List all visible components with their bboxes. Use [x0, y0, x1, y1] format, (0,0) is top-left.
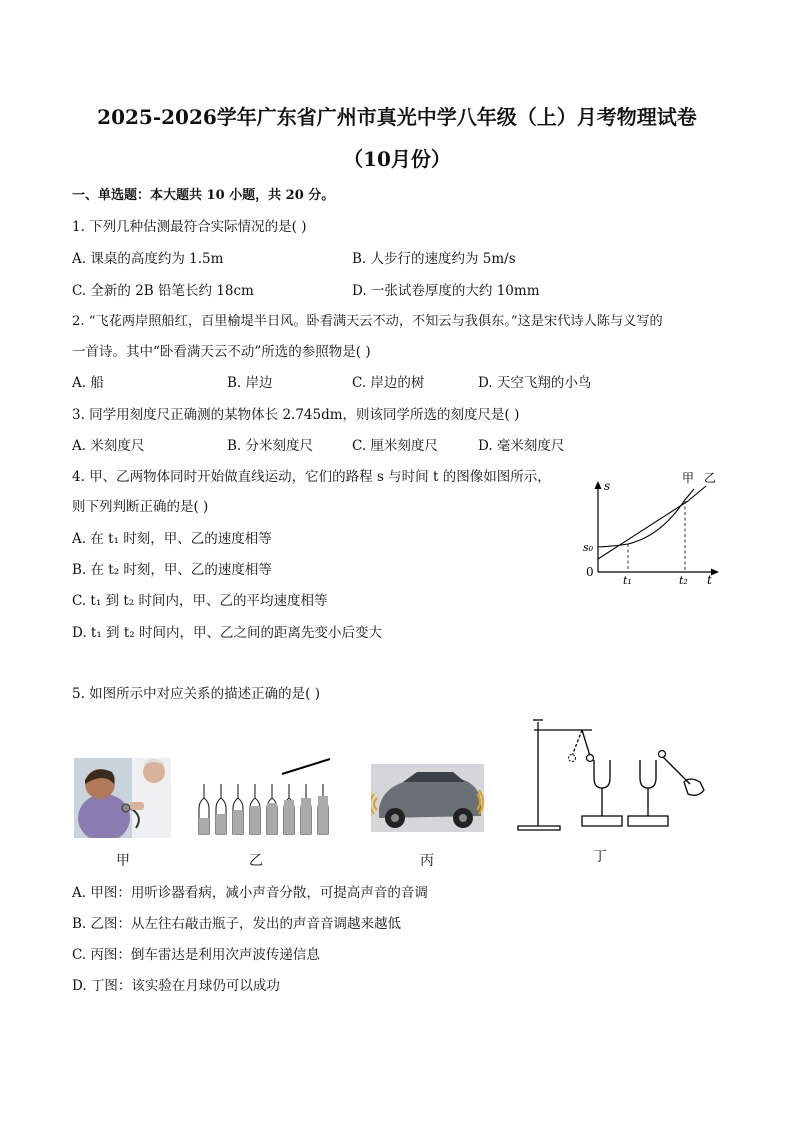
- q4-option-c: C. t₁ 到 t₂ 时间内，甲、乙的平均速度相等: [72, 593, 328, 609]
- q2-stem-line2: 一首诗。其中“卧看满天云不动”所选的参照物是( ): [72, 344, 371, 360]
- jia-label: 甲: [682, 471, 695, 485]
- q2-option-b: B. 岸边: [227, 375, 273, 391]
- stethoscope-photo: [74, 758, 171, 838]
- q1-option-b: B. 人步行的速度约为 5m/s: [352, 251, 516, 267]
- q2-option-d: D. 天空飞翔的小鸟: [478, 375, 592, 391]
- bottle-8: [318, 784, 328, 834]
- bottle-7: [301, 784, 311, 834]
- hammer-head: [659, 751, 666, 758]
- caption-yi: 乙: [249, 853, 263, 869]
- t2-label: t₂: [679, 574, 688, 587]
- q4-option-d: D. t₁ 到 t₂ 时间内，甲、乙之间的距离先变小后变大: [72, 625, 382, 641]
- q1-option-a: A. 课桌的高度约为 1.5m: [72, 251, 224, 267]
- q1-option-d: D. 一张试卷厚度的大约 10mm: [352, 283, 540, 299]
- q4-stem-line2: 则下列判断正确的是( ): [72, 499, 209, 515]
- q3-stem: 3. 同学用刻度尺正确测的某物体长 2.745dm，则该同学所选的刻度尺是( ): [72, 407, 520, 423]
- stand-base: [518, 826, 560, 830]
- pendulum-ball: [587, 755, 594, 762]
- tuning-fork-2: [640, 760, 656, 788]
- q1-stem: 1. 下列几种估测最符合实际情况的是( ): [72, 219, 307, 235]
- caption-bing: 丙: [420, 853, 434, 869]
- yi-label: 乙: [704, 471, 717, 485]
- section-heading: 一、单选题：本大题共 10 小题，共 20 分。: [72, 188, 335, 203]
- s-axis-label: s: [604, 479, 611, 493]
- bottle-6: [284, 784, 294, 834]
- q4-option-b: B. 在 t₂ 时刻，甲、乙的速度相等: [72, 562, 272, 578]
- stethoscope-chest-piece: [122, 804, 130, 812]
- s-axis-arrow: [595, 481, 602, 489]
- reversing-radar-photo: [371, 764, 484, 832]
- bottles-figure: [196, 756, 336, 838]
- q4-stem-line1: 4. 甲、乙两物体同时开始做直线运动，它们的路程 s 与时间 t 的图像如图所示，: [72, 469, 551, 485]
- q2-stem-line1: 2. “飞花两岸照船红，百里榆堤半日风。卧看满天云不动，不知云与我俱东。”这是宋代诗人陈与义写的: [72, 314, 663, 329]
- bottle-1: [199, 784, 209, 834]
- tuning-fork-1: [594, 760, 610, 788]
- q5-option-d: D. 丁图：该实验在月球仍可以成功: [72, 978, 280, 994]
- q2-option-a: A. 船: [72, 375, 104, 391]
- origin-label: 0: [586, 565, 594, 579]
- s0-label: s₀: [583, 541, 594, 554]
- bottle-2: [216, 784, 226, 834]
- tuning-fork-figure: [512, 716, 712, 840]
- q5-option-c: C. 丙图：倒车雷达是利用次声波传递信息: [72, 947, 320, 963]
- q2-option-c: C. 岸边的树: [352, 375, 425, 391]
- jia-line: [598, 501, 688, 559]
- s-t-graph: [576, 464, 726, 588]
- q1-option-c: C. 全新的 2B 铅笔长约 18cm: [72, 283, 254, 299]
- exam-title: 2025-2026学年广东省广州市真光中学八年级（上）月考物理试卷: [97, 105, 697, 129]
- q5-option-a: A. 甲图：用听诊器看病，减小声音分散，可提高声音的音调: [72, 885, 428, 901]
- t-axis-label: t: [707, 573, 712, 587]
- q3-option-b: B. 分米刻度尺: [227, 438, 314, 454]
- yi-curve: [598, 489, 694, 547]
- doctor-hand: [130, 802, 144, 810]
- caption-jia: 甲: [116, 853, 130, 869]
- q5-option-b: B. 乙图：从左往右敲击瓶子，发出的声音音调越来越低: [72, 916, 402, 932]
- exam-subtitle: （10月份）: [343, 147, 451, 171]
- bottle-5: [267, 784, 277, 834]
- q3-option-d: D. 毫米刻度尺: [478, 438, 565, 454]
- caption-ding: 丁: [593, 849, 607, 865]
- t1-label: t₁: [623, 574, 632, 587]
- bottle-3: [233, 784, 243, 834]
- t-axis-arrow: [711, 569, 719, 576]
- fork-1-box: [582, 816, 622, 826]
- pendulum-string: [582, 730, 590, 756]
- q4-option-a: A. 在 t₁ 时刻，甲、乙的速度相等: [72, 531, 272, 547]
- fork-2-box: [628, 816, 668, 826]
- q5-stem: 5. 如图所示中对应关系的描述正确的是( ): [72, 686, 320, 702]
- bottle-4: [250, 784, 260, 834]
- q3-option-c: C. 厘米刻度尺: [352, 438, 438, 454]
- q3-option-a: A. 米刻度尺: [72, 438, 145, 454]
- striking-rod: [282, 759, 330, 774]
